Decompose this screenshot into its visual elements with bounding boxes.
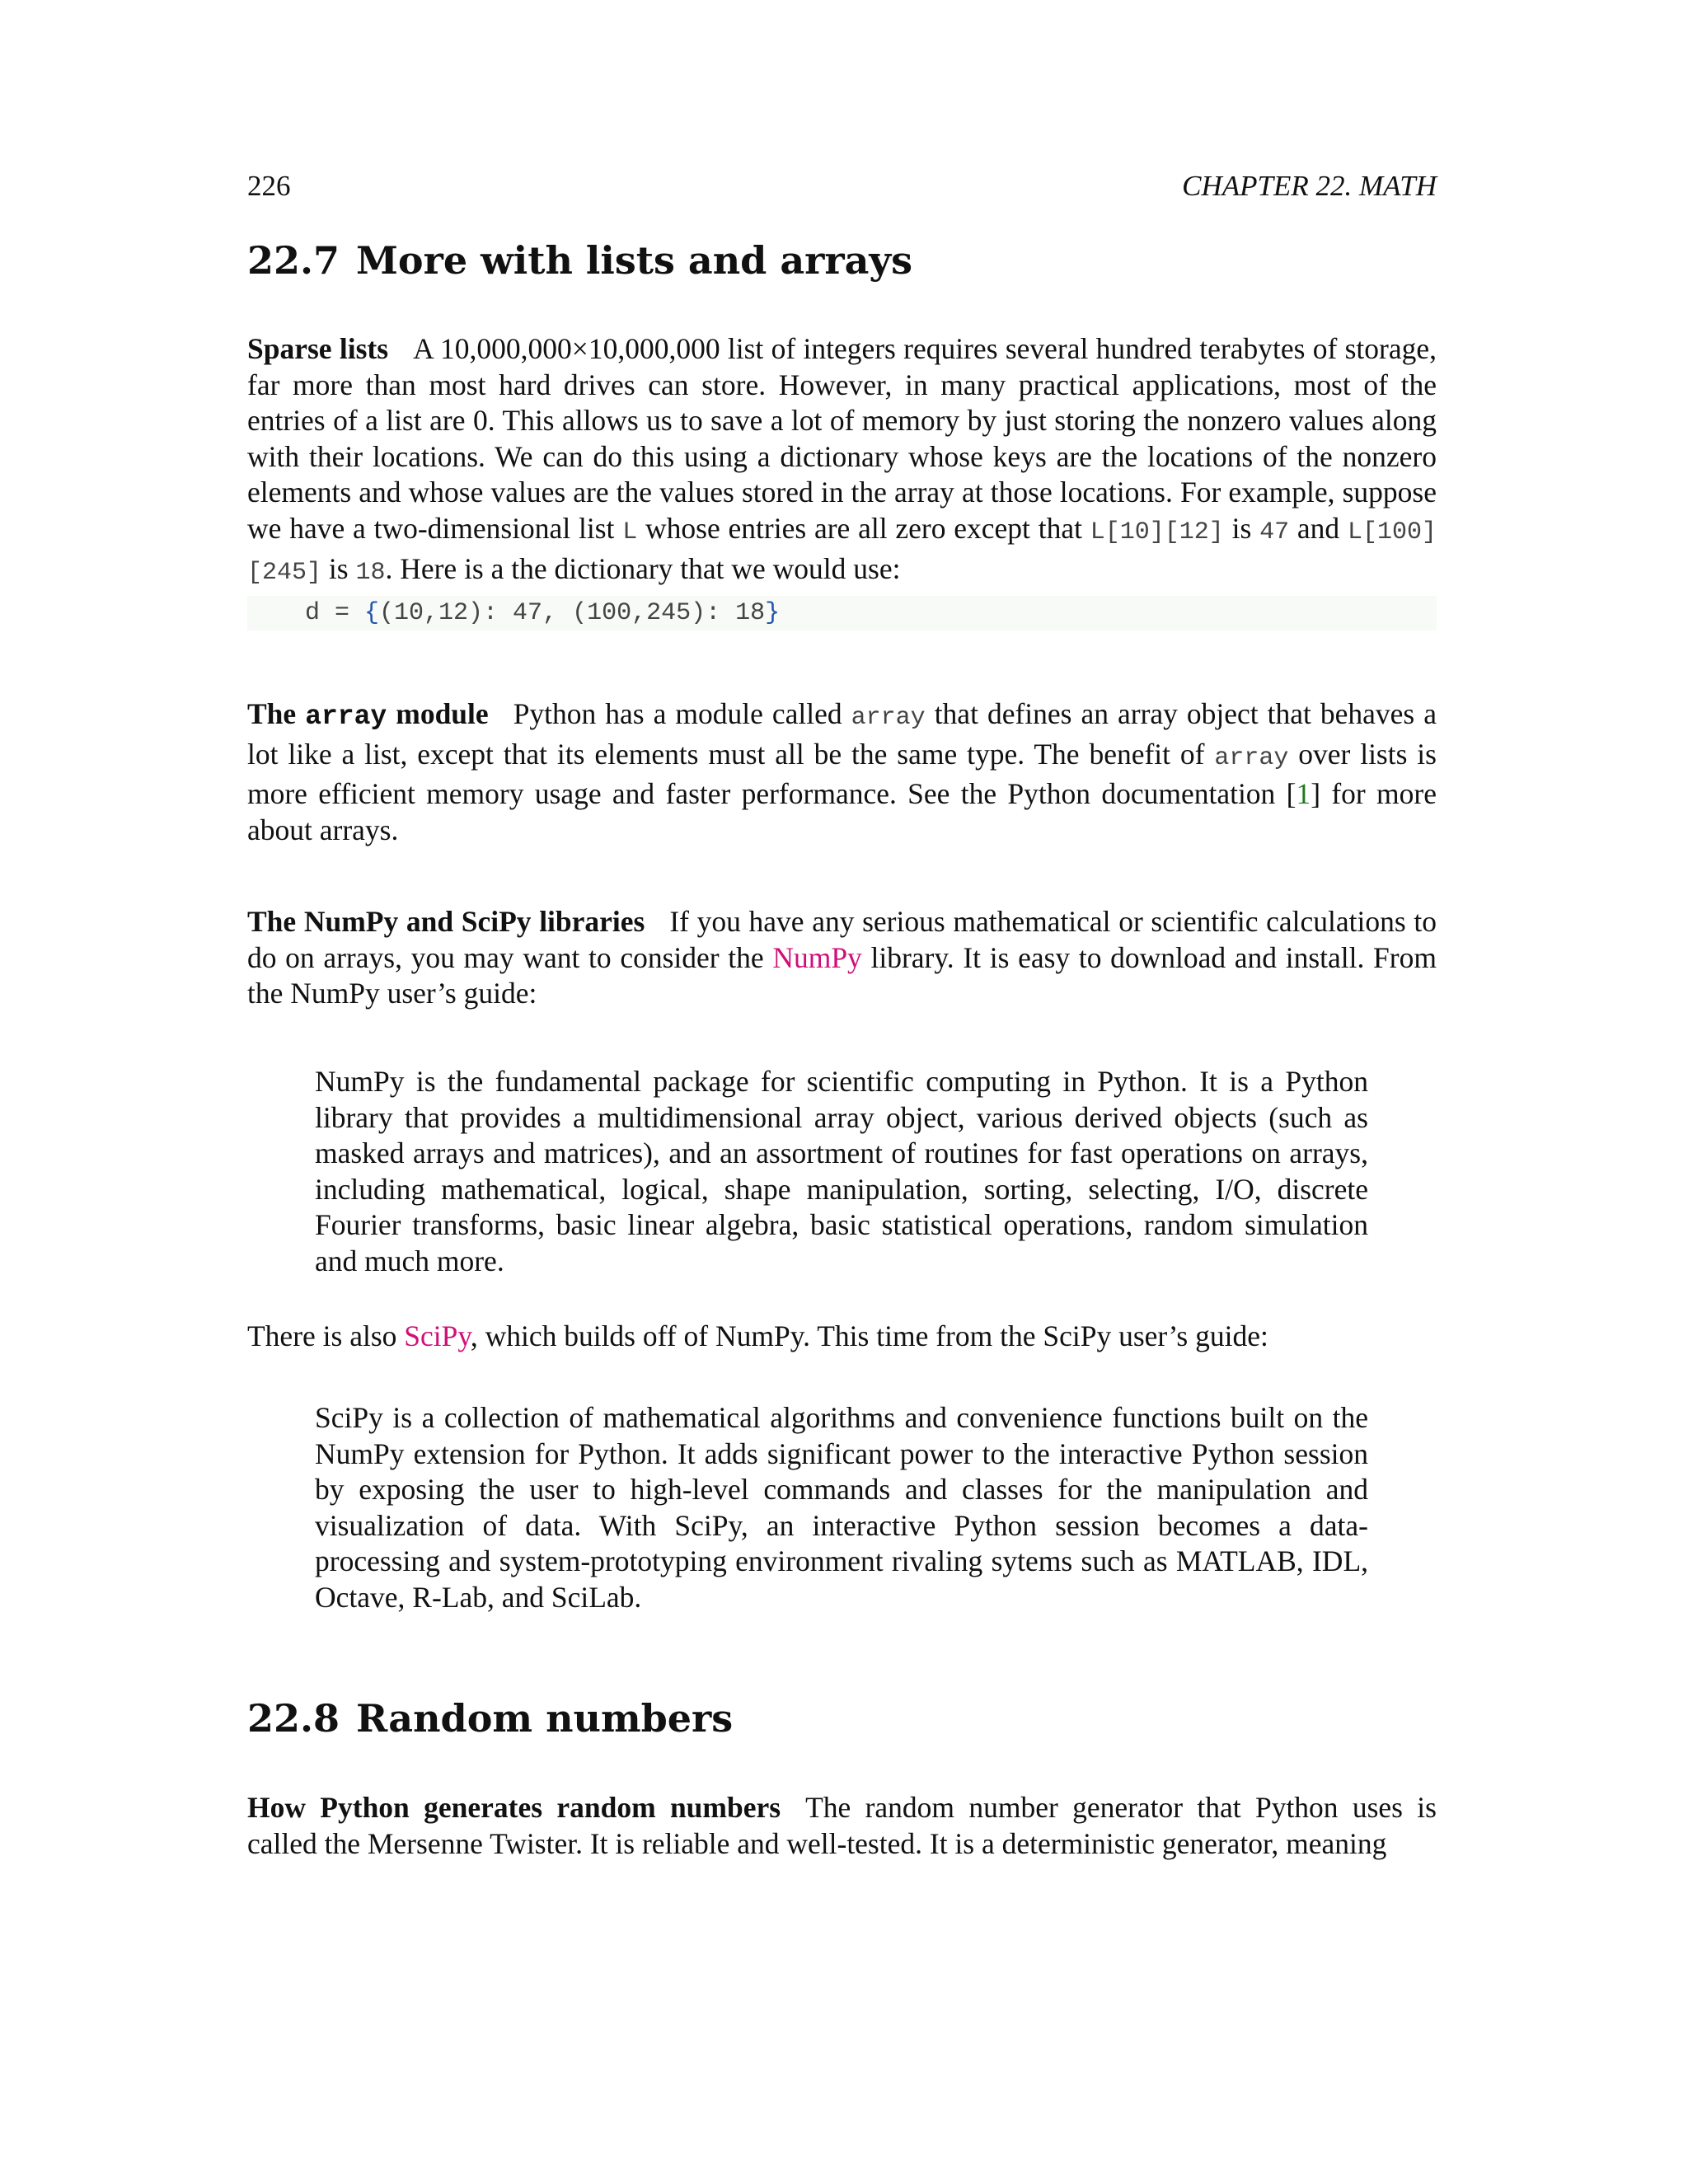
code-block: [247, 596, 1437, 630]
paragraph-array-module: [247, 696, 1437, 848]
lead-text: The: [247, 697, 306, 730]
section-title: More with lists and arrays: [356, 238, 913, 283]
code-text: (10,12): 47, (100,245): 18: [379, 599, 766, 627]
section-number: 22.7: [247, 238, 340, 283]
numpy-link[interactable]: NumPy: [772, 940, 862, 974]
section-heading-22-7: [247, 237, 1437, 284]
section-heading-22-8: [247, 1695, 1437, 1741]
paragraph-text: library. It is easy to download and install. From the NumPy user’s guide:: [247, 940, 1437, 1010]
paragraph-text: , which builds off of NumPy. This time from the SciPy user’s guide:: [470, 1319, 1268, 1352]
paragraph-sparse-lists: [247, 331, 1437, 591]
paragraph-numpy-scipy: [247, 904, 1437, 1012]
code-text: d =: [305, 599, 365, 627]
inline-code: array: [1214, 743, 1289, 772]
paragraph-lead: Sparse lists: [247, 332, 389, 365]
paragraph-text: whose entries are all zero except that: [637, 511, 1090, 545]
paragraph-lead: [247, 697, 489, 730]
paragraph-text: and: [1289, 511, 1348, 545]
paragraph-text: over lists is more efficient memory usage and faster performance. See the Python documentation [: [247, 737, 1437, 811]
page-number: 226: [247, 170, 291, 202]
scipy-link[interactable]: SciPy: [404, 1319, 471, 1352]
paragraph-scipy: [247, 1319, 1437, 1355]
inline-code: 18: [355, 558, 386, 587]
citation-link[interactable]: 1: [1296, 777, 1311, 811]
paragraph-random-numbers: [247, 1790, 1437, 1862]
paragraph-text: There is also: [247, 1319, 405, 1352]
paragraph-text: The random number generator that Python uses is called the Mersenne Twister. It is reliable and well-tested. It is a deterministic generator, meaning: [247, 1791, 1437, 1860]
paragraph-text: . Here is a the dictionary that we would use:: [385, 551, 901, 585]
inline-code: L[10][12]: [1090, 518, 1224, 546]
running-header: [247, 170, 1437, 211]
inline-code: 47: [1259, 518, 1290, 546]
paragraph-text: Python has a module called: [513, 697, 851, 730]
section-title: Random numbers: [356, 1696, 734, 1741]
paragraph-lead: How Python generates random numbers: [247, 1791, 781, 1824]
paragraph-text: is: [1223, 511, 1260, 545]
code-line: [305, 596, 780, 630]
numpy-quote: NumPy is the fundamental package for scientific computing in Python. It is a Python library that provides a multidimensional array object, various derived objects (such as masked arrays and matrices), and an assortment of routines for fast operations on arrays, including mathematical, logical, shape manipulation, sorting, selecting, I/O, discrete Fourier transforms, basic linear algebra, basic statistical operations, random simulation and much more.: [315, 1065, 1368, 1277]
paragraph-text: is: [321, 551, 356, 585]
code-brace: }: [765, 599, 781, 627]
code-brace: {: [364, 599, 380, 627]
paragraph-text: ] for more about arrays.: [247, 777, 1437, 846]
inline-code: L: [622, 518, 638, 546]
scipy-quote: SciPy is a collection of mathematical algorithms and convenience functions built on the NumPy extension for Python. It adds significant power to the interactive Python session by exposing the user to high-level commands and classes for the manipulation and visualization of data. With SciPy, an interactive Python session becomes a data-processing and system-prototyping environment rivaling sytems such as MATLAB, IDL, Octave, R-Lab, and SciLab.: [315, 1401, 1368, 1614]
paragraph-lead: The NumPy and SciPy libraries: [247, 905, 645, 938]
section-number: 22.8: [247, 1696, 340, 1741]
inline-code: array: [851, 704, 926, 732]
lead-text: module: [387, 697, 489, 730]
paragraph-text: If you have any serious mathematical or scientific calculations to do on arrays, you may want to consider the: [247, 905, 1437, 974]
paragraph-text: A 10,000,000×10,000,000 list of integers requires several hundred terabytes of storage, far more than most hard drives can store. However, in many practical applications, most of the entries of a list are 0. This allows us to save a lot of memory by just storing the nonzero values along with their locations. We can do this using a dictionary whose keys are the locations of the nonzero elements and whose values are the values stored in the array at those locations. For example, suppose we have a two-dimensional list: [247, 332, 1437, 545]
inline-code: L[100][245]: [247, 518, 1437, 587]
chapter-title: CHAPTER 22. MATH: [1182, 170, 1437, 202]
lead-code: array: [305, 701, 387, 732]
paragraph-text: that defines an array object that behaves a lot like a list, except that its elements must all be the same type. The benefit of: [247, 697, 1437, 771]
